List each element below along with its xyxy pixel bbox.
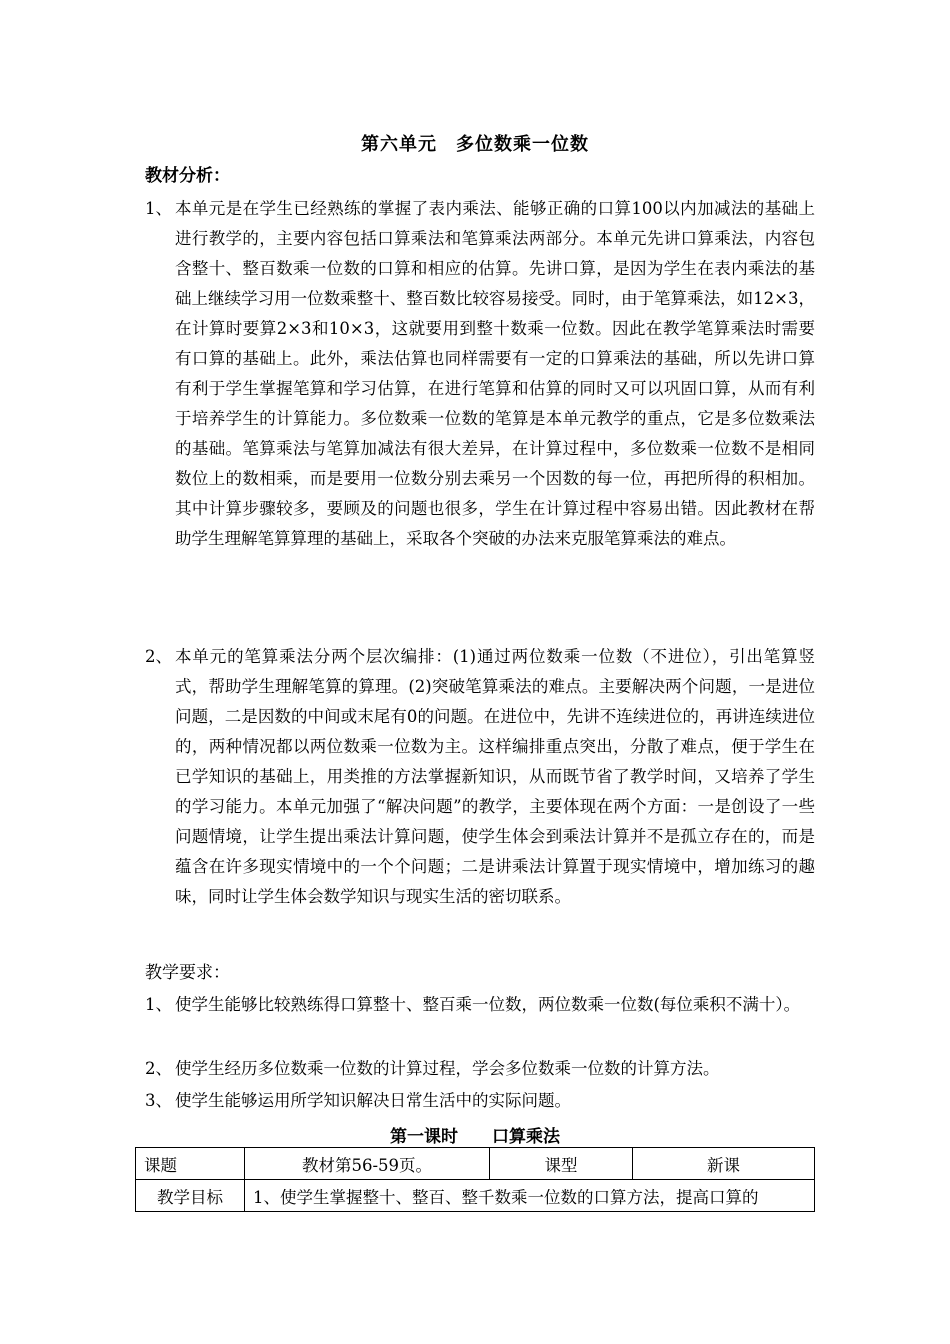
requirements-heading: 教学要求： (145, 963, 230, 983)
item-number: 1、 (145, 199, 172, 218)
requirement-item-1 (145, 990, 815, 1020)
type-value-cell: 新课 (633, 1148, 815, 1180)
item-text: 本单元是在学生已经熟练的掌握了表内乘法、能够正确的口算100以内加减法的基础上进行教学的，主要内容包括口算乘法和笔算乘法两部分。本单元先讲口算乘法，内容包含整十、整百数乘一位数的口算和相应的估算。先讲口算，是因为学生在表内乘法的基础上继续学习用一位数乘整十、整百数比较容易接受。同时，由于笔算乘法，如12×3，在计算时要算2×3和10×3，这就要用到整十数乘一位数。因此在教学笔算乘法时需要有口算的基础上。此外，乘法估算也同样需要有一定的口算乘法的基础，所以先讲口算有利于学生掌握笔算和学习估算，在进行笔算和估算的同时又可以巩固口算，从而有利于培养学生的计算能力。多位数乘一位数的笔算是本单元教学的重点，它是多位数乘法的基础。笔算乘法与笔算加减法有很大差异，在计算过程中，多位数乘一位数不是相同数位上的数相乘，而是要用一位数分别去乘另一个因数的每一位，再把所得的积相加。其中计算步骤较多，要顾及的问题也很多，学生在计算过程中容易出错。因此教材在帮助学生理解笔算算理的基础上，采取各个突破的办法来克服笔算乘法的难点。 (175, 199, 815, 548)
analysis-item-1 (145, 194, 815, 554)
topic-label-cell: 课题 (136, 1148, 245, 1180)
requirement-item-3 (145, 1086, 815, 1116)
item-text: 本单元的笔算乘法分两个层次编排：(1)通过两位数乘一位数（不进位），引出笔算竖式，帮助学生理解笔算的算理。(2)突破笔算乘法的难点。主要解决两个问题，一是进位问题，二是因数的中间或末尾有0的问题。在进位中，先讲不连续进位的，再讲连续进位的，两种情况都以两位数乘一位数为主。这样编排重点突出，分散了难点，便于学生在已学知识的基础上，用类推的方法掌握新知识，从而既节省了教学时间，又培养了学生的学习能力。本单元加强了“解决问题”的教学，主要体现在两个方面：一是创设了一些问题情境，让学生提出乘法计算问题，使学生体会到乘法计算并不是孤立存在的，而是蕴含在许多现实情境中的一个个问题；二是讲乘法计算置于现实情境中，增加练习的趣味，同时让学生体会数学知识与现实生活的密切联系。 (175, 647, 815, 906)
unit-title: 第六单元 多位数乘一位数 (361, 134, 589, 155)
item-text: 使学生能够运用所学知识解决日常生活中的实际问题。 (175, 1091, 571, 1110)
item-number: 1、 (145, 995, 172, 1014)
item-text: 使学生能够比较熟练得口算整十、整百乘一位数，两位数乘一位数(每位乘积不满十）。 (175, 995, 801, 1014)
item-number: 2、 (145, 1059, 172, 1078)
type-label-cell: 课型 (490, 1148, 633, 1180)
goal-value-cell: 1、使学生掌握整十、整百、整千数乘一位数的口算方法，提高口算的 (245, 1180, 815, 1212)
requirement-item-2 (145, 1054, 815, 1084)
item-text: 使学生经历多位数乘一位数的计算过程，学会多位数乘一位数的计算方法。 (175, 1059, 720, 1078)
goal-label-cell: 教学目标 (136, 1180, 245, 1212)
item-number: 2、 (145, 647, 172, 666)
topic-value-cell: 教材第56-59页。 (245, 1148, 490, 1180)
lesson-plan-table (135, 1147, 815, 1212)
analysis-heading: 教材分析： (145, 166, 230, 186)
analysis-item-2 (145, 642, 815, 912)
table-row (136, 1148, 815, 1180)
item-number: 3、 (145, 1091, 172, 1110)
table-row (136, 1180, 815, 1212)
lesson-title: 第一课时 口算乘法 (390, 1127, 560, 1147)
